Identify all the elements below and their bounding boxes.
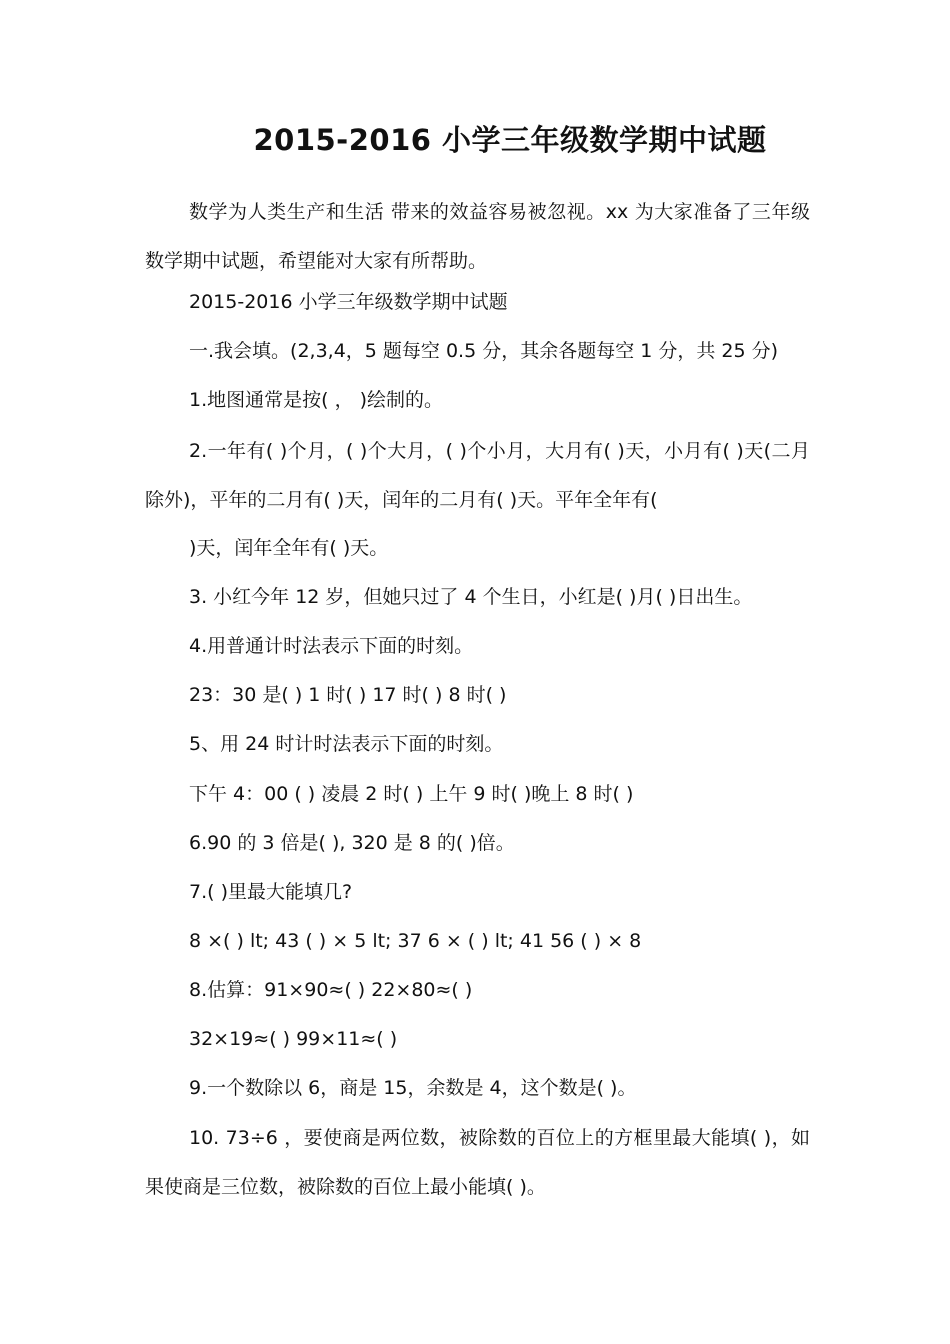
question-1: 1.地图通常是按( ， )绘制的。 xyxy=(189,389,444,411)
intro-paragraph: 数学为人类生产和生活 带来的效益容易被忽视。xx 为大家准备了三年级数学期中试题，希望能对大家有所帮助。 xyxy=(145,201,810,272)
question-4-items: 23：30 是( ) 1 时( ) 17 时( ) 8 时( ) xyxy=(189,684,507,706)
question-6: 6.90 的 3 倍是( ), 320 是 8 的( )倍。 xyxy=(189,832,515,854)
question-9: 9.一个数除以 6，商是 15，余数是 4，这个数是( )。 xyxy=(189,1077,637,1099)
question-5-items: 下午 4：00 ( ) 凌晨 2 时( ) 上午 9 时( )晚上 8 时( ) xyxy=(189,783,634,805)
question-4: 4.用普通计时法表示下面的时刻。 xyxy=(189,635,474,657)
question-10: 10. 73÷6 ，要使商是两位数，被除数的百位上的方框里最大能填( )，如果使商是三位数，被除数的百位上最小能填( )。 xyxy=(145,1127,810,1198)
question-8-items: 32×19≈( ) 99×11≈( ) xyxy=(189,1028,398,1050)
question-8: 8.估算：91×90≈( ) 22×80≈( ) xyxy=(189,979,473,1001)
section-heading: 一.我会填。(2,3,4，5 题每空 0.5 分，其余各题每空 1 分，共 25 分) xyxy=(189,340,779,362)
document-title: 2015-2016 小学三年级数学期中试题 xyxy=(253,123,767,157)
question-7: 7.( )里最大能填几? xyxy=(189,881,353,903)
question-7-items: 8 ×( ) lt; 43 ( ) × 5 lt; 37 6 × ( ) lt; 41 56 ( ) × 8 xyxy=(189,930,642,952)
question-3: 3. 小红今年 12 岁，但她只过了 4 个生日，小红是( )月( )日出生。 xyxy=(189,586,753,608)
question-2: 2.一年有( )个月，( )个大月，( )个小月，大月有( )天，小月有( )天(二月除外)，平年的二月有( )天，闰年的二月有( )天。平年全年有( xyxy=(145,440,810,511)
question-2-continued: )天，闰年全年有( )天。 xyxy=(189,537,389,559)
question-5: 5、用 24 时计时法表示下面的时刻。 xyxy=(189,733,504,755)
subtitle: 2015-2016 小学三年级数学期中试题 xyxy=(189,291,508,313)
